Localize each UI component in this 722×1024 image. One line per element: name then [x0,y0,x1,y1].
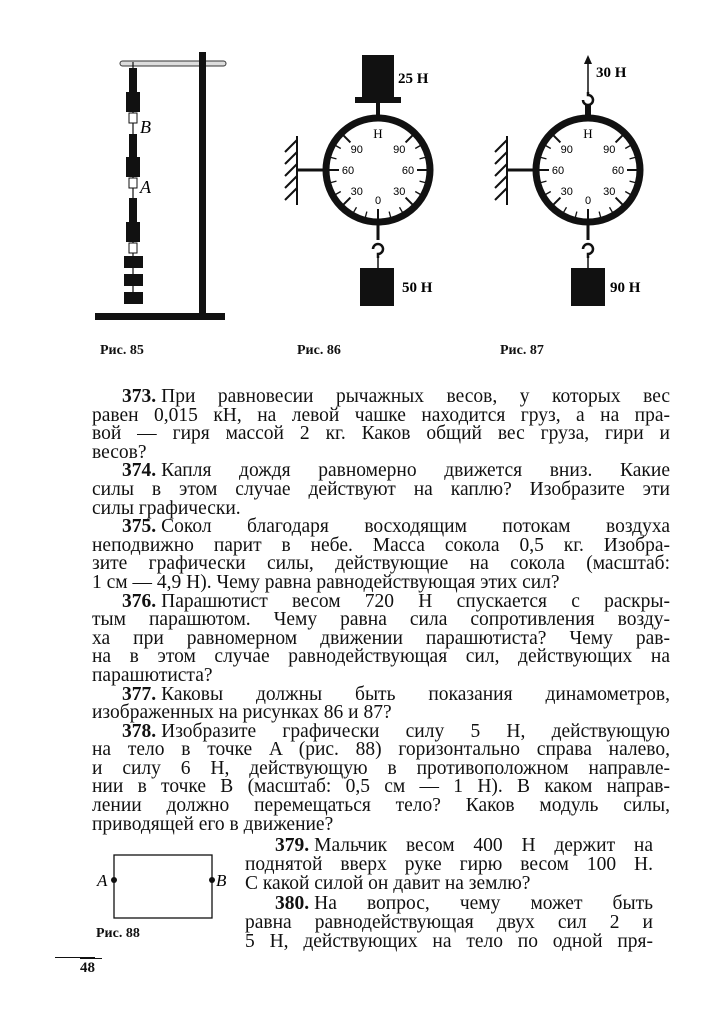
weight-icon [571,268,605,306]
problem-379 [245,836,653,894]
fig86-dynamometer [285,55,433,306]
problem-text: Капля дождя равномерно движется вниз. Какие [161,460,670,482]
bottom-weight-label: 50 Н [402,280,433,296]
problem-374 [92,462,670,518]
dial-label: 0 [374,195,382,207]
problem-number: 379. [275,835,310,856]
problem-number: 376. [122,590,157,612]
point-b-label: B [216,871,227,890]
fig88-body [96,855,227,918]
problem-line: изображенных на рисунках 86 и 87? [92,702,392,724]
pull-force-label: 30 Н [596,65,627,81]
problem-line [245,894,653,913]
fig86-caption: Рис. 86 [297,343,341,358]
dial-face [326,118,430,222]
problem-line: на в этом случае равнодействующая сил, действующих на [92,646,670,668]
problem-text: Каковы должны быть показания динамометров, [161,683,670,705]
problem-373 [92,388,670,462]
problem-line: лении должно перемещаться тело? Каков модуль силы, [92,795,670,817]
problem-line: зите графически силы, действующие на сокола (масштаб: [92,553,670,575]
problem-number: 377. [122,683,157,705]
problem-number: 373. [122,386,157,407]
problem-number: 375. [122,516,157,538]
weight-icon [360,268,394,306]
wall-mount-icon [285,136,324,205]
wall-mount-icon [495,136,534,205]
problem-line: на тело в точке A (рис. 88) горизонтально справа налево, [92,739,670,761]
problems-side [245,836,653,951]
problem-line: силы в этом случае действуют на каплю? Изобразите эти [92,478,670,500]
fig85-caption: Рис. 85 [100,343,144,358]
problem-text: Мальчик весом 400 Н держит на [314,835,653,856]
problem-line: С какой силой он давит на землю? [245,873,531,895]
dial-label: 60 [551,165,565,177]
bottom-weight-label: 90 Н [610,280,641,296]
dial-label: 30 [393,186,406,199]
problem-line: нии в точке B (масштаб: 0,5 см — 1 Н). В каком направ- [92,776,670,798]
arrow-up-icon [584,55,592,64]
point-a [111,877,117,883]
problem-line: вой — гиря массой 2 кг. Каков общий вес груза, гири и [92,423,670,445]
hook-icon [373,244,383,258]
page-number: 48 [80,958,102,977]
dial-unit: Н [373,126,383,141]
problem-text: На вопрос, чему может быть [314,892,653,914]
point-b [209,877,215,883]
fig87-caption: Рис. 87 [500,343,544,358]
problem-378 [92,720,670,835]
point-b-label: B [140,117,151,137]
problem-line: неподвижно парит в небе. Масса сокола 0,5 кг. Изобра- [92,534,670,556]
dial-label: 30 [350,186,363,199]
hook-icon [583,92,593,105]
problem-line: весов? [92,441,147,463]
fig88-caption: Рис. 88 [96,926,140,941]
dial-face [536,118,640,222]
problem-376 [92,590,670,686]
dial-label: 90 [603,143,616,156]
problem-line: 5 Н, действующих на тело по одной пря- [245,931,653,953]
problem-380 [245,894,653,952]
problem-line: 1 см — 4,9 Н). Чему равна равнодействующая этих сил? [92,571,560,593]
problems-main [92,388,670,834]
problem-line [92,388,670,407]
problem-line: силы графически. [92,497,241,519]
point-a-label: A [140,177,151,197]
problem-line: и силу 6 Н, действующую в противоположном направле- [92,757,670,779]
problem-line: парашютиста? [92,664,213,686]
problem-text: Изобразите графически силу 5 Н, действующую [161,720,670,742]
dial-unit: Н [583,126,593,141]
problem-number: 380. [275,892,310,914]
problem-375 [92,518,670,592]
dial-label: 30 [603,186,616,199]
fig87-dynamometer [495,55,641,306]
dial-label: 0 [584,195,592,207]
hook-icon [583,244,593,258]
dial-label: 60 [611,165,625,177]
dial-label: 90 [393,143,406,156]
fig85-stand [95,52,226,320]
problem-line: приводящей его в движение? [92,813,334,835]
problem-line: тым парашютом. Чему равна сила сопротивления возду- [92,609,670,631]
problem-number: 378. [122,720,157,742]
problem-377 [92,683,670,724]
top-weight-label: 25 Н [398,71,429,87]
problem-line [92,518,670,537]
problem-line: ха при равномерном движении парашютиста? Чему рав- [92,627,670,649]
problem-line: поднятой вверх руке гирю весом 100 Н. [245,854,653,876]
dial-label: 60 [401,165,415,177]
problem-line: равен 0,015 кН, на левой чашке находится груз, а на пра- [92,404,670,426]
problem-line: равна равнодействующая двух сил 2 и [245,911,653,933]
point-a-label: A [97,871,108,890]
problem-line [245,836,653,855]
dial-label: 90 [350,143,363,156]
problem-text: Парашютист весом 720 Н спускается с раскры- [161,590,670,612]
dial-label: 60 [341,165,355,177]
dial-label: 90 [560,143,573,156]
dial-label: 30 [560,186,573,199]
problem-text: При равновесии рычажных весов, у которых вес [161,386,670,407]
problem-text: Сокол благодаря восходящим потокам воздуха [161,516,670,538]
problem-number: 374. [122,460,157,482]
